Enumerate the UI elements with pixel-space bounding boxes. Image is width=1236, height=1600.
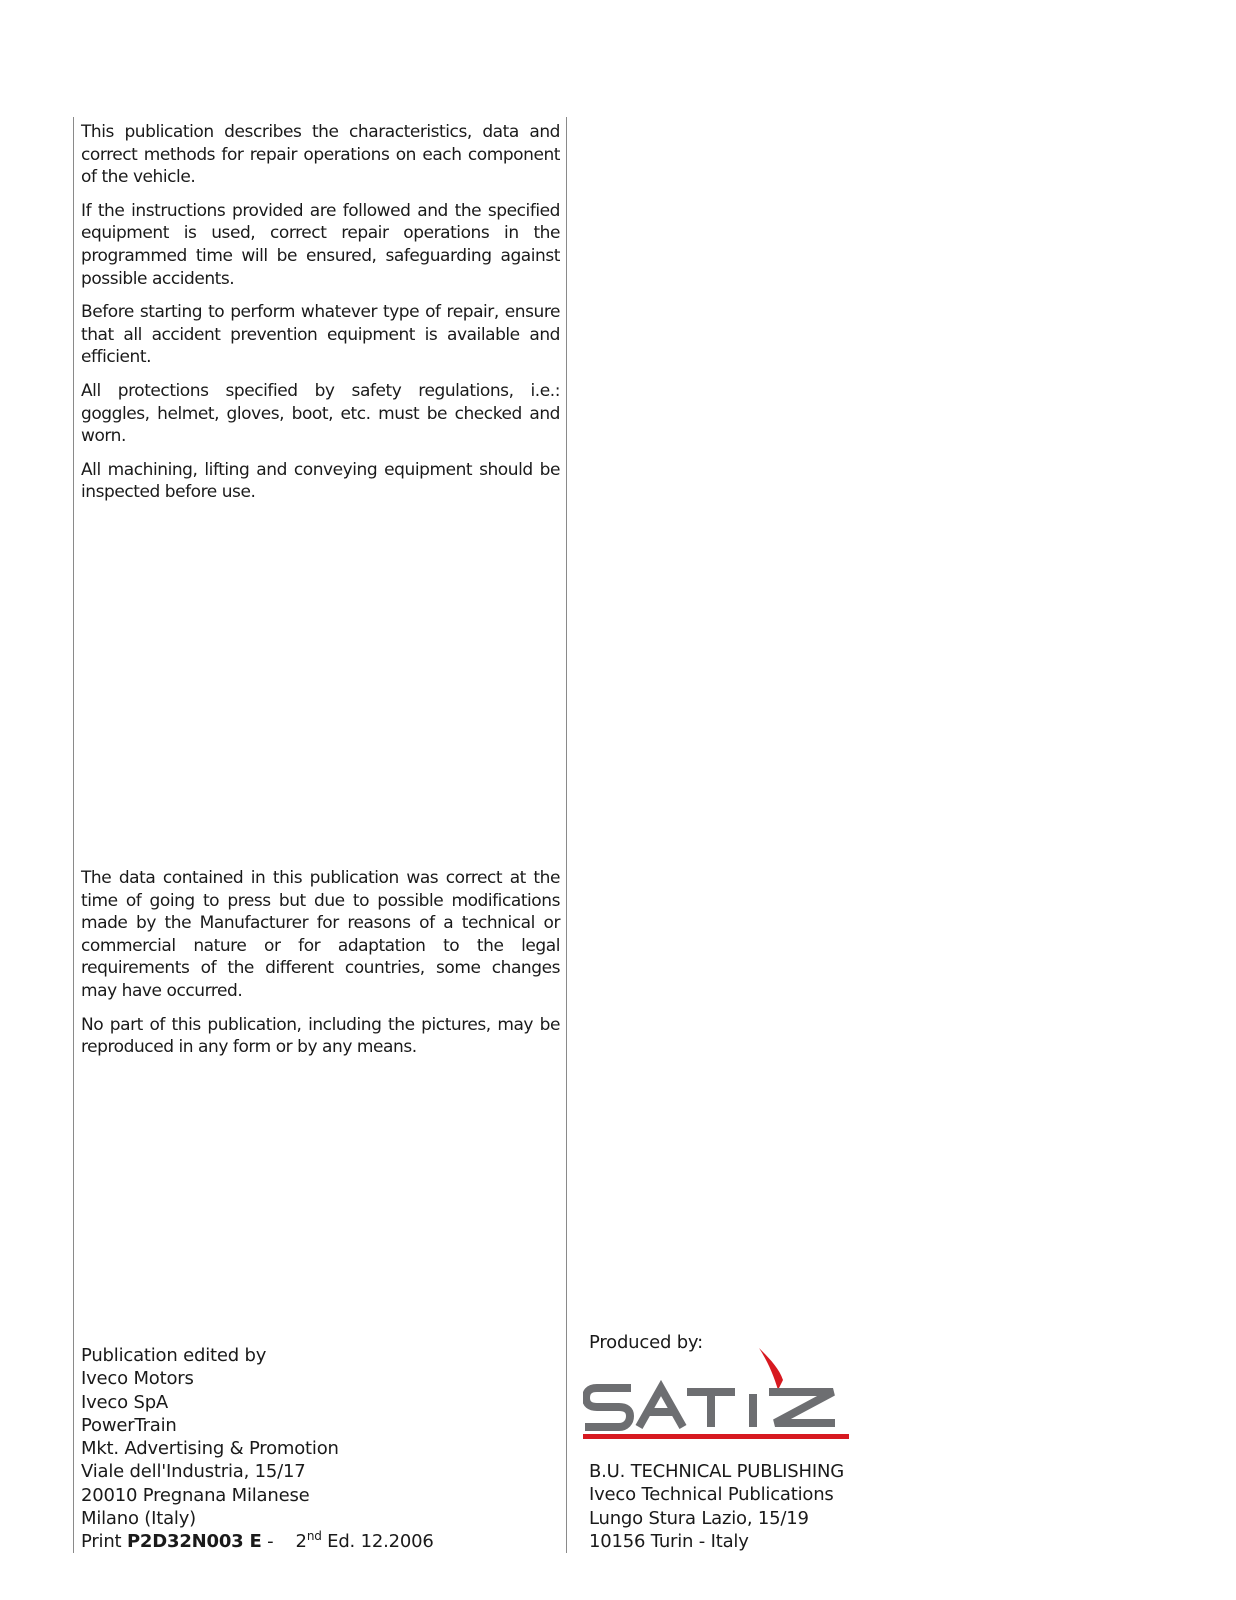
intro-paragraph: If the instructions provided are followed and the specified equipment is used, correct repair operations in the programmed time will be ensured, safeguarding against possible accidents. bbox=[81, 200, 560, 289]
edition-suffix: nd bbox=[306, 1529, 322, 1544]
logo-letter-z bbox=[769, 1392, 835, 1423]
imprint-line: Mkt. Advertising & Promotion bbox=[81, 1438, 339, 1460]
disclaimer-text-block bbox=[81, 867, 560, 1070]
imprint-line: Publication edited by bbox=[81, 1345, 267, 1366]
intro-paragraph: This publication describes the characteristics, data and correct methods for repair operations on each component of the vehicle. bbox=[81, 122, 560, 188]
left-margin-rule bbox=[73, 117, 74, 1553]
disclaimer-paragraph: The data contained in this publication was correct at the time of going to press but due to possible modifications made by the Manufacturer for reasons of a technical or commercial nature or for adaptation to the legal requirements of the different countries, some changes may have occurred. bbox=[81, 868, 560, 1001]
logo-red-baseline bbox=[583, 1434, 849, 1439]
print-separator: - 2 bbox=[261, 1531, 307, 1553]
produced-by-label: Produced by: bbox=[589, 1332, 703, 1353]
intro-paragraph: Before starting to perform whatever type of repair, ensure that all accident prevention equipment is available and efficient. bbox=[81, 302, 560, 368]
imprint-line: Milano (Italy) bbox=[81, 1508, 196, 1530]
imprint-line: 20010 Pregnana Milanese bbox=[81, 1484, 310, 1506]
satiz-logo bbox=[583, 1346, 849, 1446]
imprint-line: Iveco SpA bbox=[81, 1391, 169, 1413]
logo-letter-t bbox=[687, 1392, 735, 1427]
publisher-line: B.U. TECHNICAL PUBLISHING bbox=[589, 1461, 844, 1482]
edition-text: Ed. 12.2006 bbox=[321, 1531, 434, 1553]
intro-text-block bbox=[81, 121, 560, 515]
intro-paragraph: All protections specified by safety regulations, i.e.: goggles, helmet, gloves, boot, etc. must be checked and worn. bbox=[81, 380, 560, 447]
disclaimer-paragraph: No part of this publication, including the pictures, may be reproduced in any form or by any means. bbox=[81, 1014, 560, 1058]
print-edition-line bbox=[81, 1530, 434, 1553]
publisher-line: Iveco Technical Publications bbox=[589, 1484, 834, 1506]
print-code: P2D32N003 E bbox=[126, 1531, 262, 1553]
logo-letter-s bbox=[585, 1388, 631, 1427]
intro-paragraph: All machining, lifting and conveying equipment should be inspected before use. bbox=[81, 459, 560, 503]
logo-letter-a bbox=[639, 1388, 683, 1427]
imprint-line: Iveco Motors bbox=[81, 1368, 194, 1390]
logo-accent-swoosh bbox=[759, 1348, 783, 1390]
print-prefix: Print bbox=[81, 1531, 127, 1553]
imprint-line: PowerTrain bbox=[81, 1414, 177, 1436]
publisher-address bbox=[589, 1460, 844, 1553]
imprint-line: Viale dell'Industria, 15/17 bbox=[81, 1461, 306, 1483]
publisher-line: 10156 Turin - Italy bbox=[589, 1530, 749, 1552]
publisher-line: Lungo Stura Lazio, 15/19 bbox=[589, 1507, 809, 1529]
column-divider-rule bbox=[566, 117, 567, 1553]
publication-imprint bbox=[81, 1344, 434, 1554]
